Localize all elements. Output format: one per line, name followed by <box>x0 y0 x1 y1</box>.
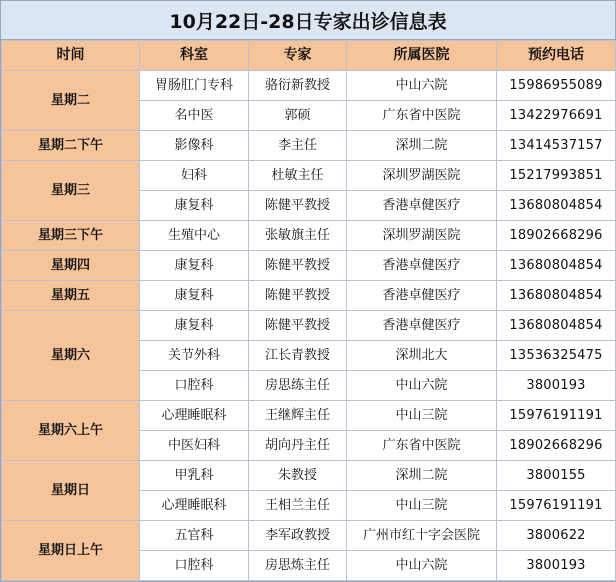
day-cell: 星期五 <box>2 281 140 311</box>
hospital-cell: 广东省中医院 <box>347 101 497 131</box>
phone-cell: 15976191191 <box>497 491 616 521</box>
hospital-cell: 深圳北大 <box>347 341 497 371</box>
hospital-cell: 广州市红十字会医院 <box>347 521 497 551</box>
header-phone: 预约电话 <box>497 41 616 71</box>
phone-cell: 18902668296 <box>497 431 616 461</box>
phone-cell: 13414537157 <box>497 131 616 161</box>
expert-cell: 郭硕 <box>249 101 347 131</box>
dept-cell: 五官科 <box>140 521 249 551</box>
phone-cell: 13680804854 <box>497 311 616 341</box>
expert-cell: 骆衍新教授 <box>249 71 347 101</box>
phone-cell: 3800622 <box>497 521 616 551</box>
table-row <box>2 131 616 161</box>
dept-cell: 关节外科 <box>140 341 249 371</box>
phone-cell: 13536325475 <box>497 341 616 371</box>
table-row <box>2 281 616 311</box>
header-row <box>2 41 616 71</box>
phone-cell: 15986955089 <box>497 71 616 101</box>
expert-cell: 陈健平教授 <box>249 311 347 341</box>
day-cell: 星期六上午 <box>2 401 140 461</box>
header-dept: 科室 <box>140 41 249 71</box>
phone-cell: 3800193 <box>497 371 616 401</box>
expert-cell: 王相兰主任 <box>249 491 347 521</box>
table-row <box>2 311 616 341</box>
dept-cell: 康复科 <box>140 191 249 221</box>
day-cell: 星期日 <box>2 461 140 521</box>
table-row <box>2 251 616 281</box>
dept-cell: 心理睡眠科 <box>140 401 249 431</box>
hospital-cell: 中山六院 <box>347 371 497 401</box>
hospital-cell: 深圳罗湖医院 <box>347 161 497 191</box>
expert-cell: 张敏旗主任 <box>249 221 347 251</box>
dept-cell: 口腔科 <box>140 371 249 401</box>
hospital-cell: 香港卓健医疗 <box>347 281 497 311</box>
header-expert: 专家 <box>249 41 347 71</box>
hospital-cell: 深圳二院 <box>347 461 497 491</box>
expert-cell: 朱教授 <box>249 461 347 491</box>
dept-cell: 生殖中心 <box>140 221 249 251</box>
hospital-cell: 中山三院 <box>347 491 497 521</box>
dept-cell: 口腔科 <box>140 551 249 581</box>
day-cell: 星期二 <box>2 71 140 131</box>
hospital-cell: 中山六院 <box>347 551 497 581</box>
hospital-cell: 广东省中医院 <box>347 431 497 461</box>
hospital-cell: 深圳二院 <box>347 131 497 161</box>
day-cell: 星期三 <box>2 161 140 221</box>
expert-cell: 江长青教授 <box>249 341 347 371</box>
table-row <box>2 161 616 191</box>
dept-cell: 妇科 <box>140 161 249 191</box>
hospital-cell: 深圳罗湖医院 <box>347 221 497 251</box>
expert-cell: 房思练主任 <box>249 371 347 401</box>
day-cell: 星期四 <box>2 251 140 281</box>
phone-cell: 3800193 <box>497 551 616 581</box>
day-cell: 星期六 <box>2 311 140 401</box>
table-row <box>2 521 616 551</box>
hospital-cell: 香港卓健医疗 <box>347 311 497 341</box>
expert-cell: 陈健平教授 <box>249 281 347 311</box>
dept-cell: 名中医 <box>140 101 249 131</box>
phone-cell: 3800155 <box>497 461 616 491</box>
dept-cell: 胃肠肛门专科 <box>140 71 249 101</box>
day-cell: 星期三下午 <box>2 221 140 251</box>
dept-cell: 中医妇科 <box>140 431 249 461</box>
expert-cell: 陈健平教授 <box>249 191 347 221</box>
header-hospital: 所属医院 <box>347 41 497 71</box>
day-cell: 星期二下午 <box>2 131 140 161</box>
phone-cell: 13680804854 <box>497 281 616 311</box>
schedule-table <box>1 40 616 581</box>
expert-cell: 李军政教授 <box>249 521 347 551</box>
expert-cell: 陈健平教授 <box>249 251 347 281</box>
table-row <box>2 71 616 101</box>
expert-cell: 杜敏主任 <box>249 161 347 191</box>
table-row <box>2 401 616 431</box>
table-row <box>2 461 616 491</box>
phone-cell: 13680804854 <box>497 251 616 281</box>
phone-cell: 18902668296 <box>497 221 616 251</box>
phone-cell: 13422976691 <box>497 101 616 131</box>
schedule-body <box>2 71 616 581</box>
table-row <box>2 221 616 251</box>
expert-cell: 王继辉主任 <box>249 401 347 431</box>
hospital-cell: 香港卓健医疗 <box>347 191 497 221</box>
phone-cell: 15217993851 <box>497 161 616 191</box>
expert-cell: 李主任 <box>249 131 347 161</box>
phone-cell: 15976191191 <box>497 401 616 431</box>
dept-cell: 心理睡眠科 <box>140 491 249 521</box>
expert-cell: 胡向丹主任 <box>249 431 347 461</box>
dept-cell: 康复科 <box>140 281 249 311</box>
hospital-cell: 中山三院 <box>347 401 497 431</box>
hospital-cell: 香港卓健医疗 <box>347 251 497 281</box>
header-time: 时间 <box>2 41 140 71</box>
dept-cell: 康复科 <box>140 251 249 281</box>
day-cell: 星期日上午 <box>2 521 140 581</box>
dept-cell: 甲乳科 <box>140 461 249 491</box>
phone-cell: 13680804854 <box>497 191 616 221</box>
expert-cell: 房思炼主任 <box>249 551 347 581</box>
sheet-title: 10月22日-28日专家出诊信息表 <box>1 1 615 40</box>
dept-cell: 康复科 <box>140 311 249 341</box>
hospital-cell: 中山六院 <box>347 71 497 101</box>
dept-cell: 影像科 <box>140 131 249 161</box>
